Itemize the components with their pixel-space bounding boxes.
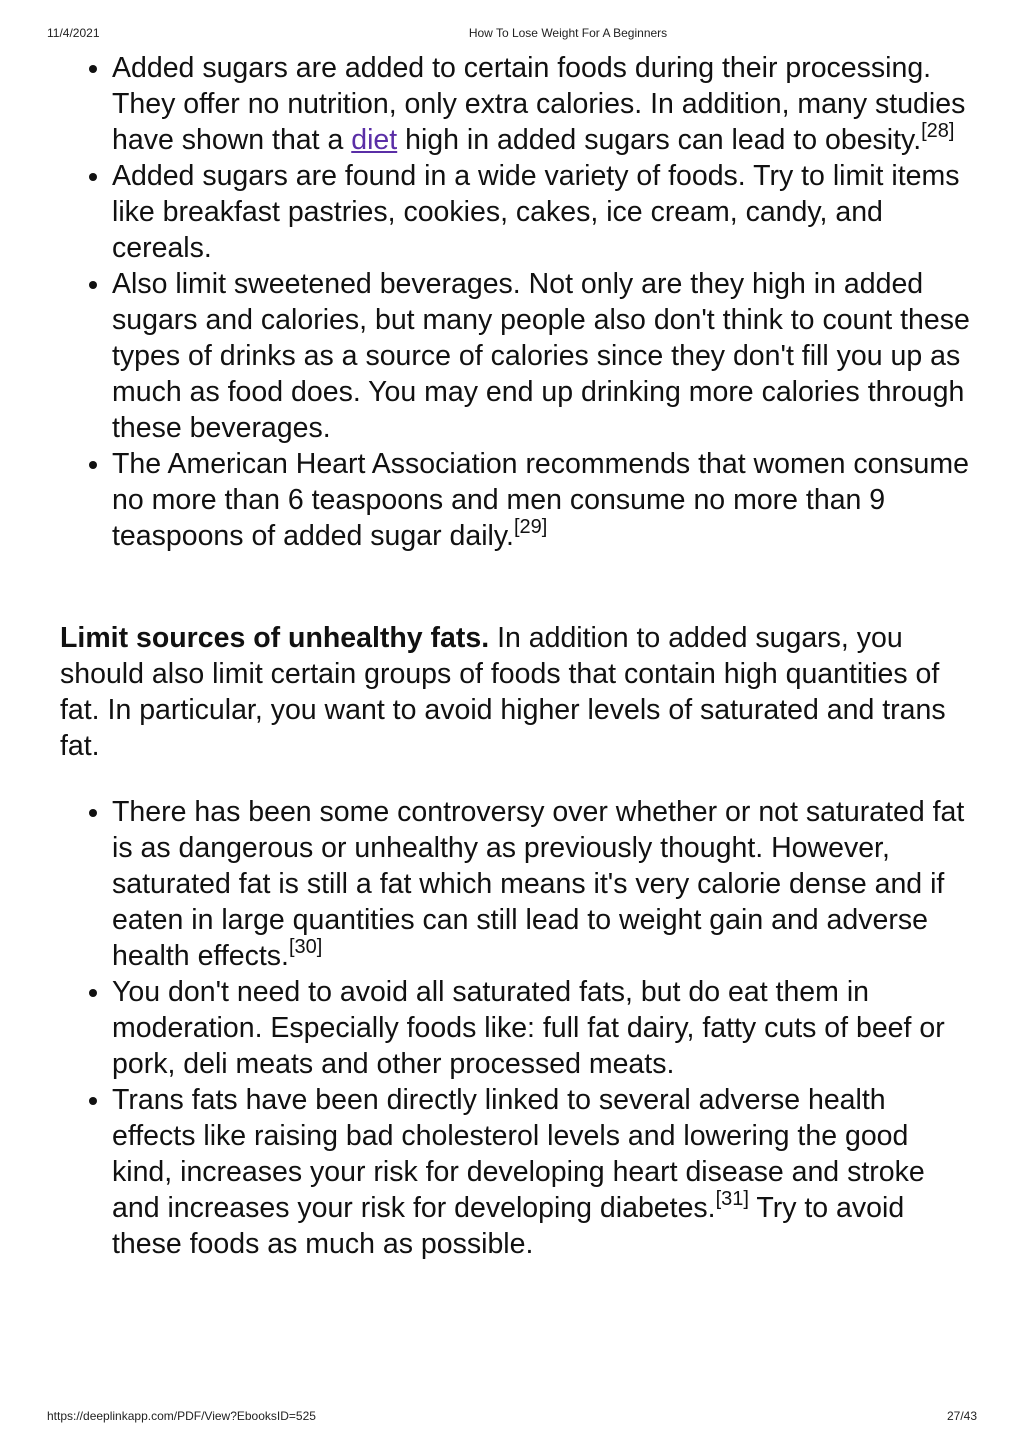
list-item: • The American Heart Association recommends that women consume no more than 6 teaspoons and men consume no more than 9 teaspoons of added sugar daily.[29] <box>112 446 972 554</box>
list-item: • Added sugars are found in a wide variety of foods. Try to limit items like breakfast pastries, cookies, cakes, ice cream, candy, and cereals. <box>112 158 972 266</box>
section-heading: Limit sources of unhealthy fats. <box>60 622 490 654</box>
citation-29: [29] <box>513 515 548 538</box>
page-number: 27/43 <box>946 1409 977 1423</box>
page-content <box>60 50 972 1262</box>
citation-28: [28] <box>921 119 955 142</box>
document-title: How To Lose Weight For A Beginners <box>468 26 668 40</box>
list-item: • There has been some controversy over whether or not saturated fat is as dangerous or unhealthy as previously thought. However, saturated fat is still a fat which means it's very calorie dense and if eaten in large quantities can still lead to weight gain and adverse health effects.[30] <box>112 794 972 974</box>
citation-31: [31] <box>715 1187 749 1210</box>
added-sugar-list <box>60 50 972 554</box>
fats-paragraph: Limit sources of unhealthy fats. In addition to added sugars, you should also limit certain groups of foods that contain high quantities of fat. In particular, you want to avoid higher levels of saturated and trans fat. <box>60 622 946 762</box>
source-url: https://deeplinkapp.com/PDF/View?EbooksID=525 <box>47 1409 316 1423</box>
fats-list <box>60 794 972 1262</box>
list-item: • Also limit sweetened beverages. Not only are they high in added sugars and calories, but many people also don't think to count these types of drinks as a source of calories since they don't fill you up as much as food does. You may end up drinking more calories through these beverages. <box>112 266 972 446</box>
diet-link[interactable]: diet <box>351 124 398 156</box>
list-item: • Added sugars are added to certain foods during their processing. They offer no nutrition, only extra calories. In addition, many studies have shown that a diet high in added sugars can lead to obesity.[28] <box>112 50 972 158</box>
citation-30: [30] <box>288 935 323 958</box>
list-item: • Trans fats have been directly linked to several adverse health effects like raising bad cholesterol levels and lowering the good kind, increases your risk for developing heart disease and stroke and increases your risk for developing diabetes.[31] Try to avoid these foods as much as possible. <box>112 1082 972 1262</box>
list-item: • You don't need to avoid all saturated fats, but do eat them in moderation. Especially foods like: full fat dairy, fatty cuts of beef or pork, deli meats and other processed meats. <box>112 974 972 1082</box>
print-date: 11/4/2021 <box>47 26 100 40</box>
